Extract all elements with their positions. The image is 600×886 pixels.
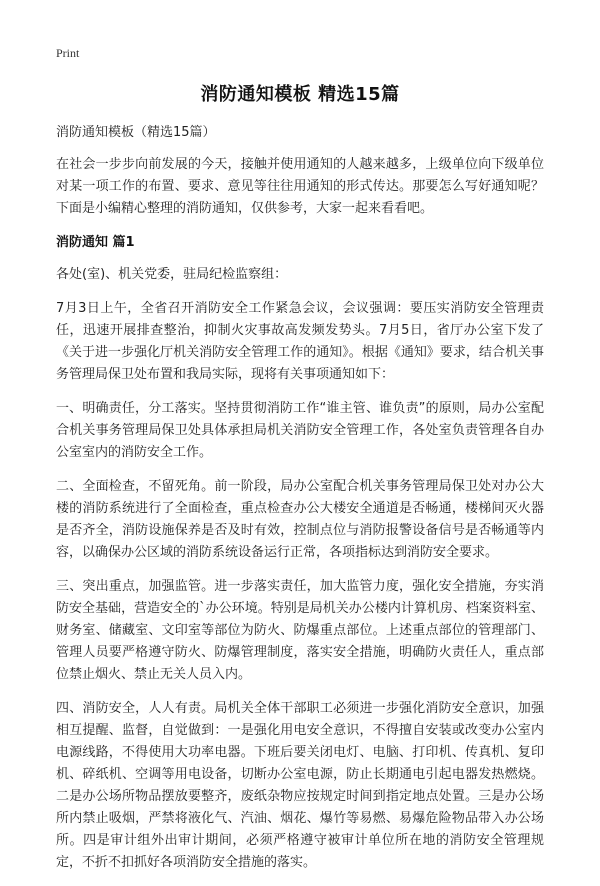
document-body: [56, 122, 544, 886]
print-link[interactable]: Print: [56, 46, 80, 60]
body-paragraph: 二、全面检查，不留死角。前一阶段，局办公室配合机关事务管理局保卫处对办公大楼的消防系统进行了全面检查，重点检查办公大楼安全通道是否畅通，楼梯间灭火器是否齐全，消防设施保养是否及时有效，控制点位与消防报警设备信号是否畅通等内容，以确保办公区域的消防系统设备运行正常，各项指标达到消防安全要求。: [56, 479, 544, 560]
body-paragraph: 一、明确责任，分工落实。坚持贯彻消防工作“谁主管、谁负责”的原则，局办公室配合机关事务管理局保卫处具体承担局机关消防安全管理工作，各处室负责管理各自办公室室内的消防安全工作。: [56, 401, 544, 460]
body-paragraph: 7月3日上午，全省召开消防安全工作紧急会议，会议强调：要压实消防安全管理责任，迅速开展排查整治，抑制火灾事故高发频发势头。7月5日，省厅办公室下发了《关于进一步强化厅机关消防安全管理工作的通知》。根据《通知》要求，结合机关事务管理局保卫处布置和我局实际，现将有关事项通知如下：: [56, 301, 544, 382]
section-heading: 消防通知 篇1: [56, 235, 135, 250]
document-subtitle: 消防通知模板（精选15篇）: [56, 125, 216, 140]
salutation: 各处(室)、机关党委，驻局纪检监察组：: [56, 267, 288, 282]
body-paragraph: 四、消防安全，人人有责。局机关全体干部职工必须进一步强化消防安全意识，加强相互提醒、监督，自觉做到：一是强化用电安全意识，不得擅自安装或改变办公室内电源线路，不得使用大功率电器。下班后要关闭电灯、电脑、打印机、传真机、复印机、碎纸机、空调等用电设备，切断办公室电源，防止长期通电引起电器发热燃烧。二是办公场所物品摆放要整齐，废纸杂物应按规定时间到指定地点处置。三是办公场所内禁止吸烟，严禁将液化气、汽油、烟花、爆竹等易燃、易爆危险物品带入办公场所。四是审计组外出审计期间，必须严格遵守被审计单位所在地的消防安全管理规定，不折不扣抓好各项消防安全措施的落实。: [56, 701, 544, 870]
intro-paragraph: 在社会一步步向前发展的今天，接触并使用通知的人越来越多，上级单位向下级单位对某一项工作的布置、要求、意见等往往用通知的形式传达。那要怎么写好通知呢？下面是小编精心整理的消防通知，仅供参考，大家一起来看看吧。: [56, 157, 544, 216]
page-title: 消防通知模板 精选15篇: [200, 84, 400, 105]
body-paragraph: 三、突出重点，加强监管。进一步落实责任，加大监管力度，强化安全措施，夯实消防安全基础，营造安全的`办公环境。特别是局机关办公楼内计算机房、档案资料室、财务室、储藏室、文印室等部位为防火、防爆重点部位。上述重点部位的管理部门、管理人员要严格遵守防火、防爆管理制度，落实安全措施，明确防火责任人，重点部位禁止烟火、禁止无关人员入内。: [56, 579, 544, 682]
